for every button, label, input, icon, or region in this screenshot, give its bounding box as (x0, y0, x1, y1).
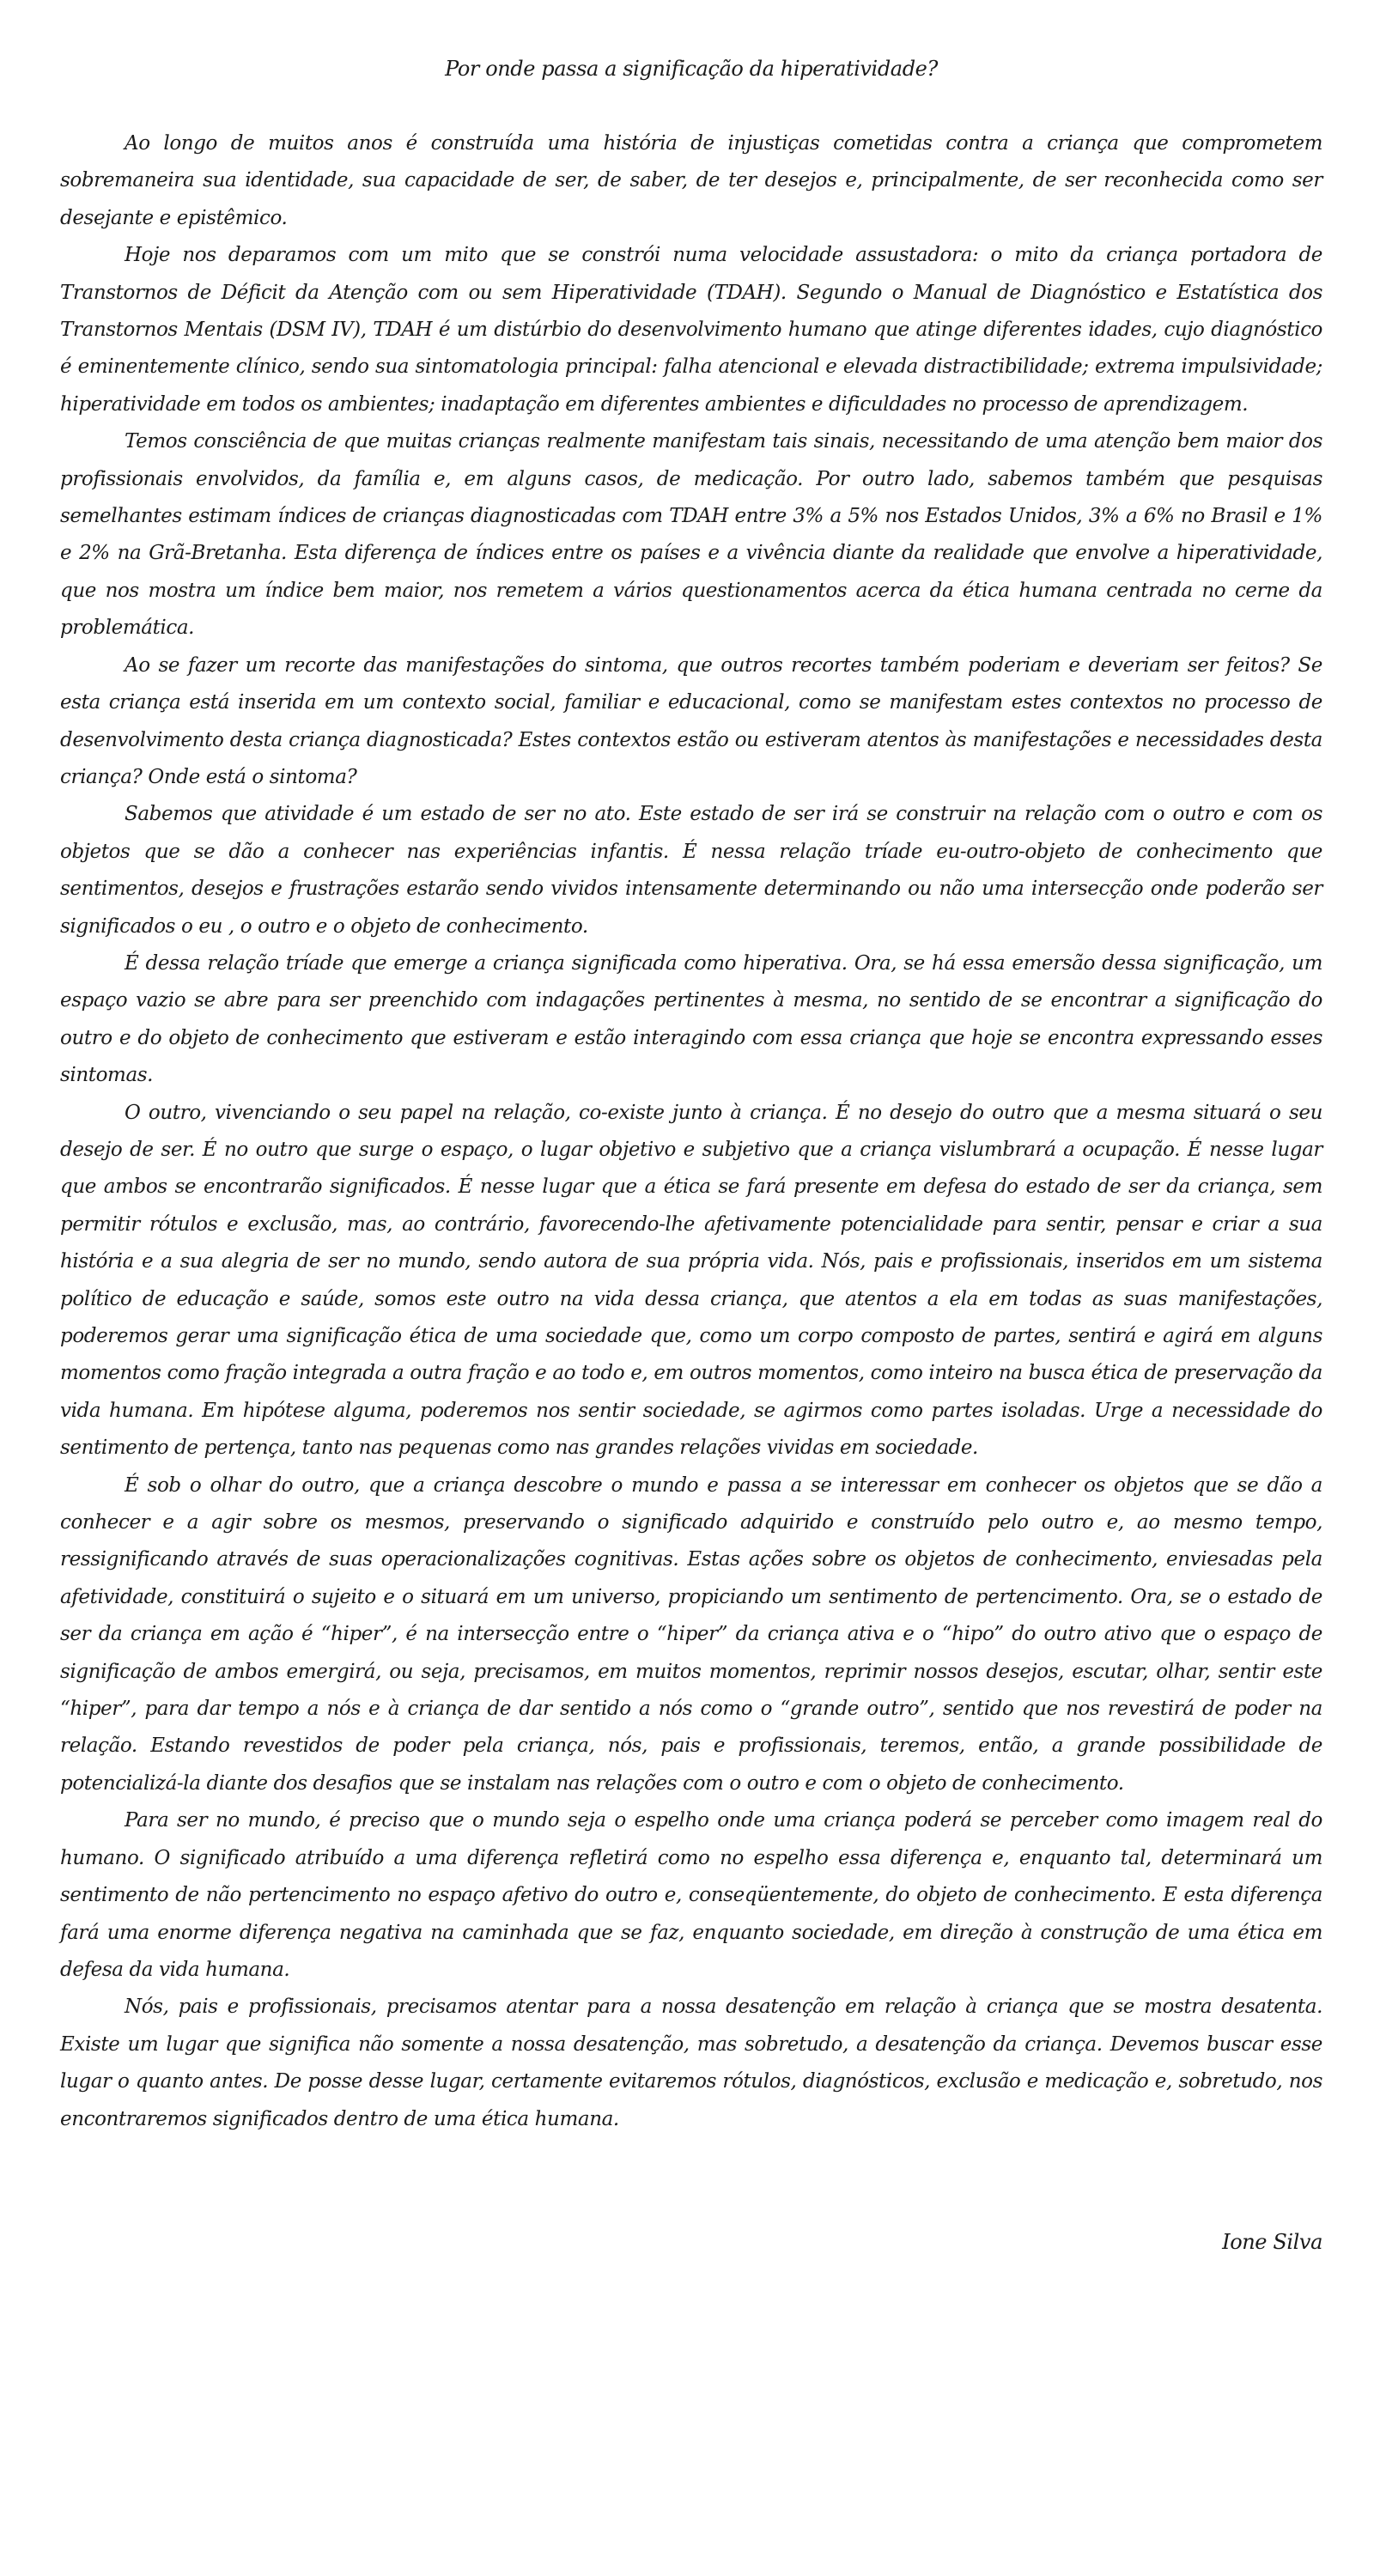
paragraph-9: Para ser no mundo, é preciso que o mundo seja o espelho onde uma criança poderá se perceber como imagem real do humano. O significado atribuído a uma diferença refletirá como no espelho essa diferença e, enquanto tal, determinará um sentimento de não pertencimento no espaço afetivo do outro e, conseqüentemente, do objeto de conhecimento. E esta diferença fará uma enorme diferença negativa na caminhada que se faz, enquanto sociedade, em direção à construção de uma ética em defesa da vida humana. (60, 1809, 1322, 1981)
paragraph-4: Ao se fazer um recorte das manifestações do sintoma, que outros recortes também poderiam e deveriam ser feitos? Se esta criança está inserida em um contexto social, familiar e educacional, como se manifestam estes contextos no processo de desenvolvimento desta criança diagnosticada? Estes contextos estão ou estiveram atentos às manifestações e necessidades desta criança? Onde está o sintoma? (60, 653, 1322, 788)
author-signature: Ione Silva (1222, 2229, 1322, 2254)
paragraph-2: Hoje nos deparamos com um mito que se constrói numa velocidade assustadora: o mito da criança portadora de Transtornos de Déficit da Atenção com ou sem Hiperatividade (TDAH). Segundo o Manual de Diagnóstico e Estatística dos Transtornos Mentais (DSM IV), TDAH é um distúrbio do desenvolvimento humano que atinge diferentes idades, cujo diagnóstico é eminentemente clínico, sendo sua sintomatologia principal: falha atencional e elevada distractibilidade; extrema impulsividade; hiperatividade em todos os ambientes; inadaptação em diferentes ambientes e dificuldades no processo de aprendizagem. (60, 244, 1322, 416)
paragraph-7: O outro, vivenciando o seu papel na relação, co-existe junto à criança. É no desejo do outro que a mesma situará o seu desejo de ser. É no outro que surge o espaço, o lugar objetivo e subjetivo que a criança vislumbrará a ocupação. É nesse lugar que ambos se encontrarão significados. É nesse lugar que a ética se fará presente em defesa do estado de ser da criança, sem permitir rótulos e exclusão, mas, ao contrário, favorecendo-lhe afetivamente potencialidade para sentir, pensar e criar a sua história e a sua alegria de ser no mundo, sendo autora de sua própria vida. Nós, pais e profissionais, inseridos em um sistema político de educação e saúde, somos este outro na vida dessa criança, que atentos a ela em todas as suas manifestações, poderemos gerar uma significação ética de uma sociedade que, como um corpo composto de partes, sentirá e agirá em alguns momentos como fração integrada a outra fração e ao todo e, em outros momentos, como inteiro na busca ética de preservação da vida humana. Em hipótese alguma, poderemos nos sentir sociedade, se agirmos como partes isoladas. Urge a necessidade do sentimento de pertença, tanto nas pequenas como nas grandes relações vividas em sociedade. (60, 1101, 1322, 1460)
paragraph-5: Sabemos que atividade é um estado de ser no ato. Este estado de ser irá se construir na relação com o outro e com os objetos que se dão a conhecer nas experiências infantis. É nessa relação tríade eu-outro-objeto de conhecimento que sentimentos, desejos e frustrações estarão sendo vividos intensamente determinando ou não uma intersecção onde poderão ser significados o eu , o outro e o objeto de conhecimento. (60, 803, 1322, 938)
paragraph-10: Nós, pais e profissionais, precisamos atentar para a nossa desatenção em relação à criança que se mostra desatenta. Existe um lugar que significa não somente a nossa desatenção, mas sobretudo, a desatenção da criança. Devemos buscar esse lugar o quanto antes. De posse desse lugar, certamente evitaremos rótulos, diagnósticos, exclusão e medicação e, sobretudo, nos encontraremos significados dentro de uma ética humana. (60, 1996, 1322, 2130)
document-page (60, 52, 1322, 2261)
paragraph-6: É dessa relação tríade que emerge a criança significada como hiperativa. Ora, se há essa emersão dessa significação, um espaço vazio se abre para ser preenchido com indagações pertinentes à mesma, no sentido de se encontrar a significação do outro e do objeto de conhecimento que estiveram e estão interagindo com essa criança que hoje se encontra expressando esses sintomas. (60, 951, 1322, 1087)
document-title: Por onde passa a significação da hiperatividade? (445, 57, 938, 81)
paragraph-3: Temos consciência de que muitas crianças realmente manifestam tais sinais, necessitando de uma atenção bem maior dos profissionais envolvidos, da família e, em alguns casos, de medicação. Por outro lado, sabemos também que pesquisas semelhantes estimam índices de crianças diagnosticadas com TDAH entre 3% a 5% nos Estados Unidos, 3% a 6% no Brasil e 1% e 2% na Grã-Bretanha. Esta diferença de índices entre os países e a vivência diante da realidade que envolve a hiperatividade, que nos mostra um índice bem maior, nos remetem a vários questionamentos acerca da ética humana centrada no cerne da problemática. (60, 430, 1322, 640)
paragraph-1: Ao longo de muitos anos é construída uma história de injustiças cometidas contra a criança que comprometem sobremaneira sua identidade, sua capacidade de ser, de saber, de ter desejos e, principalmente, de ser reconhecida como ser desejante e epistêmico. (60, 132, 1322, 229)
paragraph-8: É sob o olhar do outro, que a criança descobre o mundo e passa a se interessar em conhecer os objetos que se dão a conhecer e a agir sobre os mesmos, preservando o significado adquirido e construído pelo outro e, ao mesmo tempo, ressignificando através de suas operacionalizações cognitivas. Estas ações sobre os objetos de conhecimento, enviesadas pela afetividade, constituirá o sujeito e o situará em um universo, propiciando um sentimento de pertencimento. Ora, se o estado de ser da criança em ação é “hiper”, é na intersecção entre o “hiper” da criança ativa e o “hipo” do outro ativo que o espaço de significação de ambos emergirá, ou seja, precisamos, em muitos momentos, reprimir nossos desejos, escutar, olhar, sentir este “hiper”, para dar tempo a nós e à criança de dar sentido a nós como o “grande outro”, sentido que nos revestirá de poder na relação. Estando revestidos de poder pela criança, nós, pais e profissionais, teremos, então, a grande possibilidade de potencializá-la diante dos desafios que se instalam nas relações com o outro e com o objeto de conhecimento. (60, 1473, 1322, 1795)
